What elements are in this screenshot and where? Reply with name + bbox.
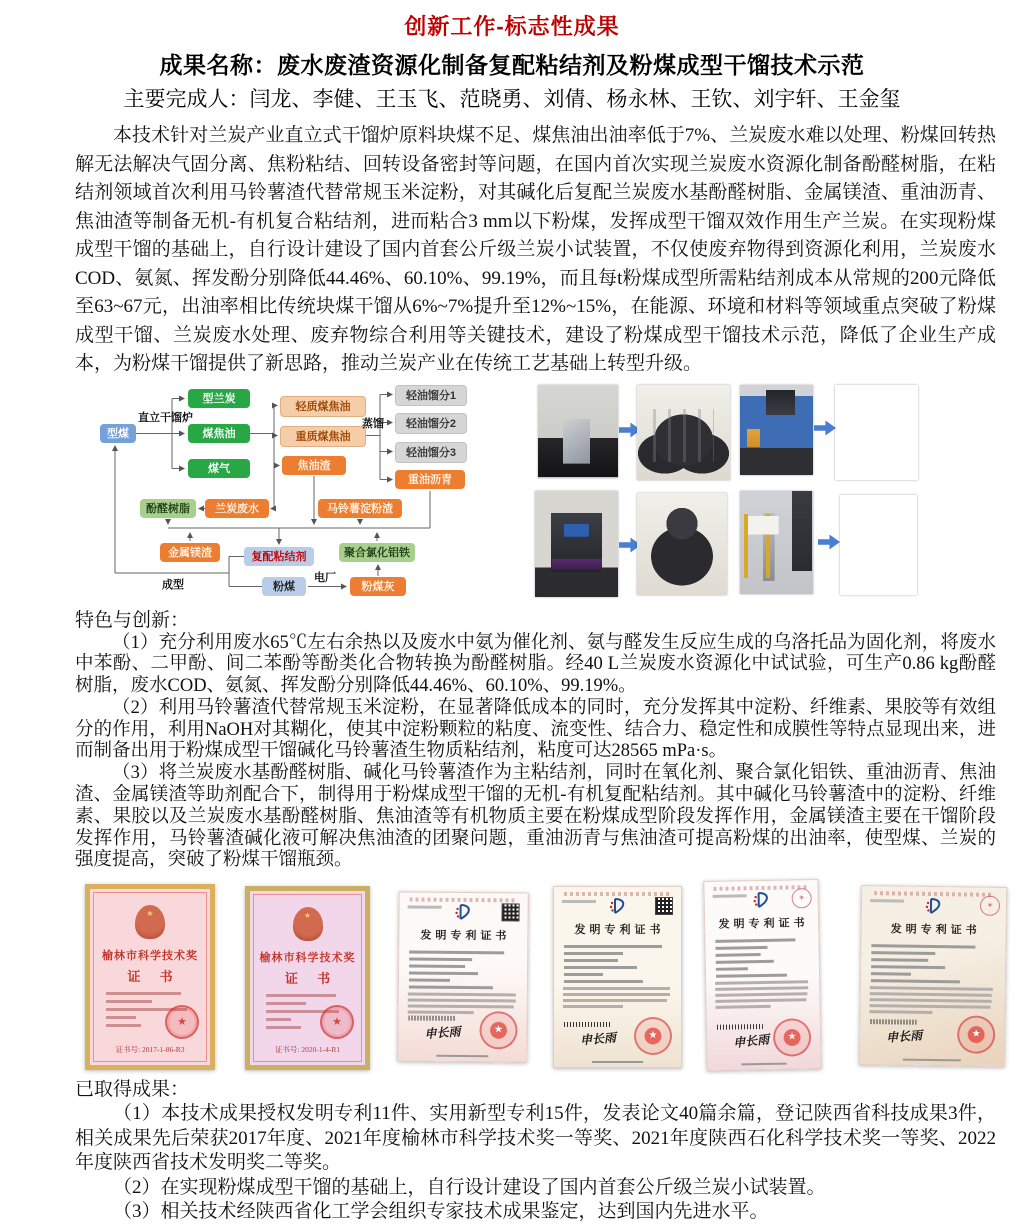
award-certificate-2017 xyxy=(85,884,215,1070)
patent-number-line xyxy=(713,895,747,899)
photo-coal-balls xyxy=(840,495,917,595)
patent-title: 发明专利证书 xyxy=(574,924,665,937)
flow-node-fly-ash: 粉煤灰 xyxy=(350,577,406,596)
flow-node-coal-tar: 煤焦油 xyxy=(188,424,250,443)
footer-line xyxy=(592,1061,643,1064)
patent-certificate-4 xyxy=(859,885,1007,1067)
cnipa-logo-icon xyxy=(752,891,770,914)
right-arrow-icon xyxy=(814,421,836,436)
award-subtitle: 证 书 xyxy=(284,971,339,987)
flow-node-coal-gas: 煤气 xyxy=(188,459,250,478)
flow-node-light-fraction-1: 轻油馏分1 xyxy=(395,385,467,406)
patent-field-lines xyxy=(564,945,671,983)
footer-line xyxy=(903,1058,961,1061)
patent-title: 发明专利证书 xyxy=(420,929,511,943)
decorative-border xyxy=(564,892,671,896)
feature-item-2: （2）利用马铃薯渣代替常规玉米淀粉，在显著降低成本的同时，充分发挥其中淀粉、纤维素、果胶等有效组分的作用，利用NaOH对其糊化，使其中淀粉颗粒的粘度、流变性、结合力、稳定性和成膜性等特点显现出来，进而制备出用于粉煤成型干馏碱化马铃薯渣生物质粘结剂，粘度可达28565 mPa·s。 xyxy=(75,697,996,762)
patent-field-lines xyxy=(871,944,996,983)
patent-number-line xyxy=(870,899,904,902)
flow-node-phenolic-resin: 酚醛树脂 xyxy=(140,499,196,518)
flow-node-magnesium-slag: 金属镁渣 xyxy=(160,543,220,562)
barcode-icon xyxy=(870,1019,916,1025)
red-seal-icon xyxy=(479,1011,517,1049)
right-arrow-icon xyxy=(818,535,840,550)
achievement-item-1: （1）本技术成果授权发明专利11件、实用新型专利15件，发表论文40篇余篇，登记陕西省科技成果3件，相关成果先后荣获2017年度、2021年度榆林市科学技术奖一等奖、2021年度陕西石化科学技术奖一等奖、2022年度陕西省技术发明奖二等奖。 xyxy=(75,1103,996,1174)
header xyxy=(0,0,1024,115)
achievement-item-3: （3）相关技术经陕西省化工学会组织专家技术成果鉴定，达到国内先进水平。 xyxy=(113,1201,769,1223)
commissioner-signature: 申长雨 xyxy=(579,1030,617,1048)
commissioner-signature: 申长雨 xyxy=(424,1024,462,1042)
patent-number-line xyxy=(562,900,596,903)
patent-field-lines xyxy=(409,951,517,989)
national-emblem-icon xyxy=(135,905,165,939)
patent-certificate-2 xyxy=(553,886,682,1068)
commissioner-signature: 申长雨 xyxy=(732,1032,770,1051)
photo-molding-die xyxy=(538,385,618,478)
award-title: 榆林市科学技术奖 xyxy=(259,952,356,965)
award-certificate-number: 证书号: 2020-1-4-R1 xyxy=(274,1045,341,1055)
award-title: 榆林市科学技术奖 xyxy=(102,950,198,963)
flow-node-poly-aluminum-ferric-chloride: 聚合氯化铝铁 xyxy=(339,543,415,562)
intro-paragraph: 本技术针对兰炭产业直立式干馏炉原料块煤不足、煤焦油出油率低于7%、兰炭废水难以处理、粉煤回转热解无法解决气固分离、焦粉粘结、回转设备密封等问题，在国内首次实现兰炭废水资源化制备酚醛树脂，在粘结剂领域首次利用马铃薯渣代替常规玉米淀粉，对其碱化后复配兰炭废水基酚醛树脂、金属镁渣、重油沥青、焦油渣等制备无机-有机复合粘结剂，进而粘合3 mm以下粉煤，发挥成型干馏双效作用生产兰炭。在实现粉煤成型干馏的基础上，自行设计建设了国内首套公斤级兰炭小试装置，不仅使废弃物得到资源化利用，兰炭废水COD、氨氮、挥发酚分别降低44.46%、60.10%、99.19%，而且每t粉煤成型所需粘结剂成本从常规的200元降低至63~67元，出油率相比传统块煤干馏从6%~7%提升至12%~15%，在能源、环境和材料等领域重点突破了粉煤成型干馏、兰炭废水处理、废弃物综合利用等关键技术，建设了粉煤成型干馏技术示范，降低了企业生产成本，为粉煤干馏提供了新思路，推动兰炭产业在传统工艺基础上转型升级。 xyxy=(75,125,996,374)
flow-node-light-fraction-3: 轻油馏分3 xyxy=(395,442,467,463)
photo-muffle-furnace xyxy=(535,491,618,597)
patent-paragraph-lines xyxy=(715,980,810,1008)
red-seal-icon xyxy=(634,1017,672,1055)
round-stamp-icon xyxy=(791,888,811,908)
result-name-title: 成果名称：废水废渣资源化制备复配粘结剂及粉煤成型干馏技术示范 xyxy=(159,52,865,78)
photo-stacked-briquettes xyxy=(637,493,727,595)
figure-band xyxy=(0,383,1024,607)
patent-field-lines xyxy=(715,938,809,977)
flow-node-formed-semicoke: 型兰炭 xyxy=(188,389,250,408)
qr-code-icon xyxy=(655,897,673,915)
award-certificate-number: 证书号: 2017-1-86-R3 xyxy=(115,1045,185,1055)
feature-item-3: （3）将兰炭废水基酚醛树脂、碱化马铃薯渣作为主粘结剂，同时在氧化剂、聚合氯化铝铁、重油沥青、焦油渣、金属镁渣等助剂配合下，制得用于粉煤成型干馏的无机-有机复配粘结剂。其中碱化马铃薯渣中的淀粉、纤维素、果胶以及兰炭废水基酚醛树脂、焦油渣等有机物质主要在粉煤成型阶段发挥作用，金属镁渣主要在干馏阶段发挥作用，马铃薯渣碱化液可解决焦油渣的团聚问题，重油沥青与焦油渣可提高粉煤的出油率，使型煤、兰炭的强度提高，突破了粉煤干馏瓶颈。 xyxy=(75,763,996,871)
edge-label-molding: 成型 xyxy=(162,578,184,591)
cnipa-logo-icon xyxy=(609,897,627,920)
patent-certificate-1 xyxy=(397,892,528,1063)
patent-title: 发明专利证书 xyxy=(890,923,981,937)
round-stamp-icon xyxy=(980,896,1000,916)
photo-briquette-cylinders xyxy=(637,385,730,480)
features-heading: 特色与创新： xyxy=(75,609,190,631)
process-flowchart xyxy=(62,383,524,605)
patent-number-line xyxy=(408,906,442,909)
red-seal-icon xyxy=(773,1018,812,1057)
patent-title: 发明专利证书 xyxy=(718,917,809,932)
national-emblem-icon xyxy=(293,907,323,941)
certificates-band xyxy=(0,878,1024,1076)
patent-paragraph-lines xyxy=(563,987,672,1008)
cnipa-logo-icon xyxy=(454,903,472,926)
footer-line xyxy=(437,1055,488,1058)
flow-node-light-fraction-2: 轻油馏分2 xyxy=(395,413,467,434)
qr-code-icon xyxy=(501,904,519,922)
edge-label-vertical-retort: 直立干馏炉 xyxy=(138,411,193,424)
award-subtitle: 证 书 xyxy=(127,969,181,985)
flow-node-composite-binder: 复配粘结剂 xyxy=(244,547,314,566)
red-seal-icon xyxy=(957,1016,996,1055)
patent-paragraph-lines xyxy=(869,986,995,1014)
barcode-icon xyxy=(717,1024,763,1030)
award-certificate-2020 xyxy=(245,886,370,1070)
photo-briquetting-machine xyxy=(740,385,813,475)
achievement-item-2: （2）在实现粉煤成型干馏的基础上，自行设计建设了国内首套公斤级兰炭小试装置。 xyxy=(113,1176,826,1198)
achievements-heading: 已取得成果： xyxy=(75,1079,190,1101)
contributors-line: 主要完成人：闫龙、李健、王玉飞、范晓勇、刘倩、杨永林、王钦、刘宇轩、王金玺 xyxy=(123,88,901,111)
flow-node-heavy-tar: 重质煤焦油 xyxy=(280,426,366,447)
barcode-icon xyxy=(409,1016,455,1021)
patent-certificate-3 xyxy=(703,879,821,1071)
feature-item-1: （1）充分利用废水65℃左右余热以及废水中氨为催化剂、氨与醛发生反应生成的乌洛托品为固化剂，将废水中苯酚、二甲酚、间二苯酚等酚类化合物转换为酚醛树脂。经40 L兰炭废水资源化中试试验，可生产0.86 kg酚醛树脂，废水COD、氨氮、挥发酚分别降低44.46%、60.10%、99.19%。 xyxy=(75,632,996,697)
flow-node-briquette-coal: 型煤 xyxy=(100,424,136,443)
award-certificate-inner xyxy=(253,894,362,1062)
flow-node-semicoke-wastewater: 兰炭废水 xyxy=(205,499,269,518)
barcode-icon xyxy=(564,1022,610,1027)
decorative-border xyxy=(410,898,518,903)
flow-node-pulverized-coal: 粉煤 xyxy=(262,577,306,596)
red-seal-icon xyxy=(165,1005,199,1039)
banner-title: 创新工作-标志性成果 xyxy=(404,14,620,39)
commissioner-signature: 申长雨 xyxy=(885,1028,923,1046)
photo-pilot-reactor xyxy=(740,491,813,594)
flow-node-heavy-oil-pitch: 重油沥青 xyxy=(395,470,465,489)
flow-node-light-tar: 轻质煤焦油 xyxy=(280,396,366,417)
award-certificate-inner xyxy=(93,892,207,1062)
process-photos xyxy=(530,383,1024,605)
photo-briquette-pile xyxy=(835,385,918,480)
cnipa-logo-icon xyxy=(925,897,943,920)
footer-line xyxy=(741,1062,786,1065)
edge-label-power-plant: 电厂 xyxy=(314,571,336,584)
flow-node-tar-residue: 焦油渣 xyxy=(282,456,346,475)
edge-label-distillation: 蒸馏 xyxy=(362,417,384,430)
flow-node-potato-starch-residue: 马铃薯淀粉渣 xyxy=(318,499,402,518)
